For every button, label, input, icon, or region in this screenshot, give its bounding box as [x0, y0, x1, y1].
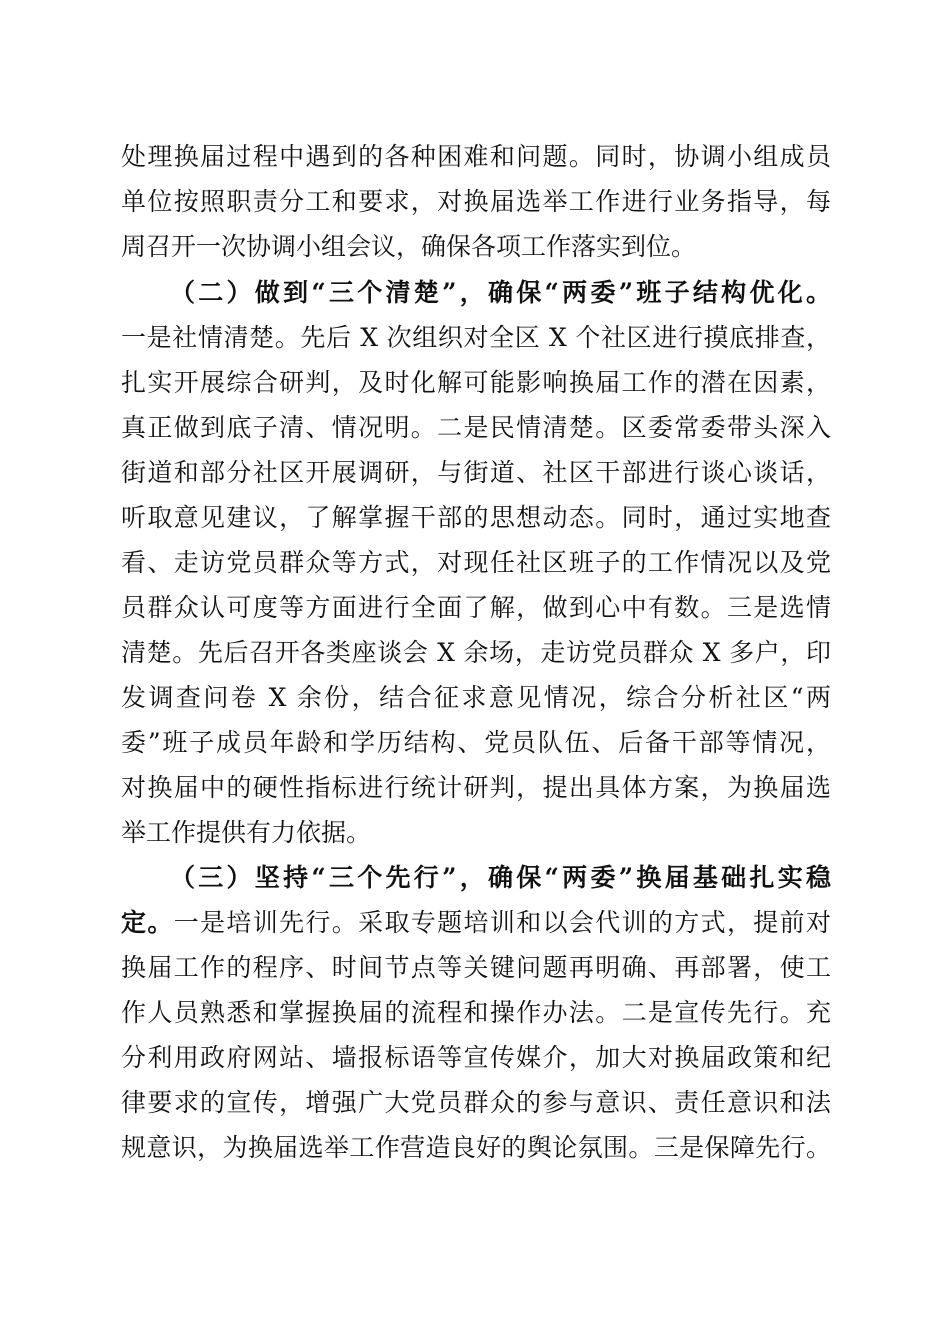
- text-line: 委”班子成员年龄和学历结构、党员队伍、后备干部等情况，: [121, 728, 831, 757]
- section-heading-continuation: 定。: [121, 908, 174, 937]
- text-line: 周召开一次协调小组会议，确保各项工作落实到位。: [121, 232, 697, 261]
- text-line: 一是社情清楚。先后 X 次组织对全区 X 个社区进行摸底排查，: [121, 323, 831, 352]
- text-line: 律要求的宣传，增强广大党员群众的参与意识、责任意识和法: [121, 1088, 831, 1117]
- text-line: 单位按照职责分工和要求，对换届选举工作进行业务指导，每: [121, 187, 831, 216]
- text-line: 真正做到底子清、情况明。二是民情清楚。区委常委带头深入: [121, 413, 831, 442]
- text-line: 街道和部分社区开展调研，与街道、社区干部进行谈心谈话，: [121, 458, 831, 487]
- text-line: 换届工作的程序、时间节点等关键问题再明确、再部署，使工: [121, 953, 831, 982]
- text-line: 分利用政府网站、墙报标语等宣传媒介，加大对换届政策和纪: [121, 1043, 831, 1072]
- text-line: 对换届中的硬性指标进行统计研判，提出具体方案，为换届选: [121, 773, 831, 802]
- text-line: 听取意见建议，了解掌握干部的思想动态。同时，通过实地查: [121, 503, 831, 532]
- section-heading: （二）做到“三个清楚”，确保“两委”班子结构优化。: [170, 278, 831, 307]
- text-span: 一是培训先行。采取专题培训和以会代训的方式，提前对: [173, 908, 831, 937]
- section-heading: （三）坚持“三个先行”，确保“两委”换届基础扎实稳: [170, 863, 831, 892]
- text-line: 举工作提供有力依据。: [121, 818, 372, 847]
- text-line: [121, 905, 831, 941]
- text-line: 清楚。先后召开各类座谈会 X 余场，走访党员群众 X 多户，印: [121, 638, 831, 667]
- text-line: 看、走访党员群众等方式，对现任社区班子的工作情况以及党: [121, 548, 831, 577]
- text-line: 处理换届过程中遇到的各种困难和问题。同时，协调小组成员: [121, 142, 831, 171]
- text-line: 发调查问卷 X 余份，结合征求意见情况，综合分析社区“两: [121, 683, 831, 712]
- text-line: 员群众认可度等方面进行全面了解，做到心中有数。三是选情: [121, 593, 831, 622]
- text-line: 规意识，为换届选举工作营造良好的舆论氛围。三是保障先行。: [121, 1133, 831, 1162]
- text-line: 扎实开展综合研判，及时化解可能影响换届工作的潜在因素，: [121, 368, 831, 397]
- text-line: 作人员熟悉和掌握换届的流程和操作办法。二是宣传先行。充: [121, 998, 831, 1027]
